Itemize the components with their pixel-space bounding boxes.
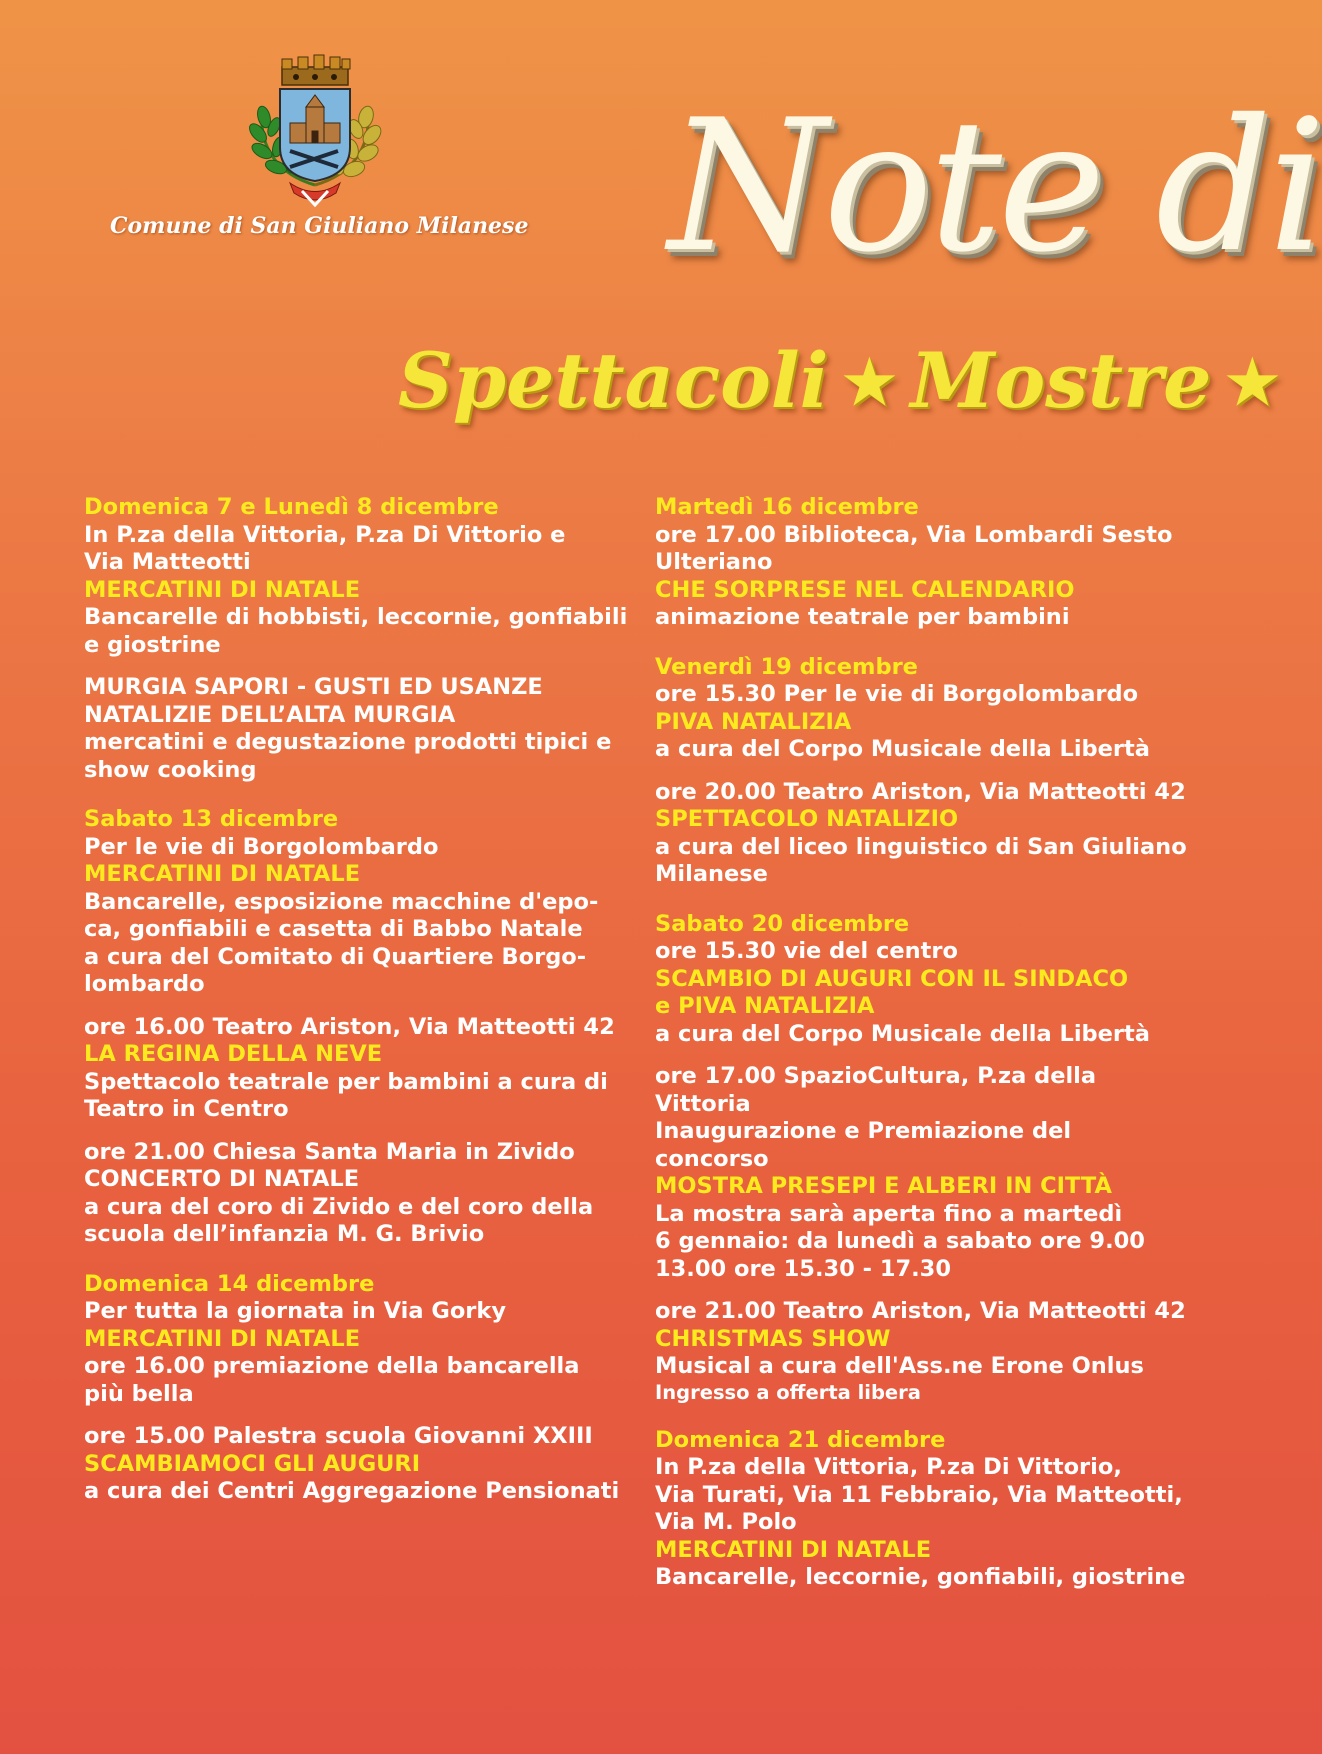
event-place: Per le vie di Borgolombardo: [84, 833, 439, 860]
event-title: SCAMBIAMOCI GLI AUGURI: [84, 1450, 421, 1477]
event-title: NATALIZIE DELL’ALTA MURGIA: [84, 701, 456, 728]
crown-icon: [282, 55, 350, 85]
municipality-logo: [110, 55, 529, 245]
event-dec-21: [655, 1427, 1245, 1592]
event-description: animazione teatrale per bambini: [655, 604, 1070, 630]
event-description: e giostrine: [84, 631, 221, 658]
event-regina-della-neve: [84, 1014, 644, 1124]
event-time: ore 16.00 Teatro Ariston, Via Matteotti 42: [84, 1013, 615, 1040]
event-scambiamoci-gli-auguri: [84, 1423, 644, 1506]
event-dec-7: [84, 494, 644, 659]
event-spettacolo-natalizio: [655, 779, 1245, 889]
event-date: Sabato 20 dicembre: [655, 910, 910, 937]
event-date: Domenica 14 dicembre: [84, 1270, 375, 1297]
subtitle-spettacoli: Spettacoli: [398, 336, 829, 425]
event-place: Via Turati, Via 11 Febbraio, Via Matteotti,: [655, 1481, 1183, 1508]
event-info: La mostra sarà aperta fino a martedì: [655, 1200, 1123, 1227]
event-dec-19: [655, 654, 1245, 764]
event-date: Domenica 7 e Lunedì 8 dicembre: [84, 494, 499, 520]
event-date: Sabato 13 dicembre: [84, 806, 339, 832]
event-place: Via M. Polo: [655, 1509, 797, 1535]
event-description: mercatini e degustazione prodotti tipici e: [84, 729, 612, 755]
event-description: Musical a cura dell'Ass.ne Erone Onlus: [655, 1353, 1144, 1379]
event-description: Bancarelle di hobbisti, leccornie, gonfiabili: [84, 604, 628, 630]
event-title: MERCATINI DI NATALE: [84, 861, 361, 887]
event-info: 13.00 ore 15.30 - 17.30: [655, 1255, 951, 1282]
event-christmas-show: [655, 1298, 1245, 1405]
event-concerto-di-natale: [84, 1139, 644, 1249]
event-title: SPETTACOLO NATALIZIO: [655, 806, 959, 832]
event-description: a cura del Corpo Musicale della Libertà: [655, 736, 1150, 762]
event-description: concorso: [655, 1145, 769, 1172]
municipality-name: Comune di San Giuliano Milanese: [110, 213, 529, 239]
star-icon: ★: [1225, 348, 1280, 418]
event-time: ore 21.00 Chiesa Santa Maria in Zivido: [84, 1138, 575, 1165]
event-description: scuola dell’infanzia M. G. Brivio: [84, 1221, 485, 1247]
event-info: 6 gennaio: da lunedì a sabato ore 9.00: [655, 1228, 1145, 1254]
event-title: CHRISTMAS SHOW: [655, 1325, 891, 1352]
event-title: CONCERTO DI NATALE: [84, 1166, 360, 1192]
event-note: Ingresso a offerta libera: [655, 1380, 921, 1404]
event-title: PIVA NATALIZIA: [655, 708, 852, 735]
event-time: ore 17.00 Biblioteca, Via Lombardi Sesto: [655, 521, 1173, 548]
event-date: Domenica 21 dicembre: [655, 1426, 946, 1453]
event-place: Per tutta la giornata in Via Gorky: [84, 1298, 507, 1324]
event-description: Inaugurazione e Premiazione del: [655, 1118, 1072, 1144]
event-description: Spettacolo teatrale per bambini a cura di: [84, 1068, 608, 1095]
event-time: ore 15.30 vie del centro: [655, 938, 958, 964]
event-description: a cura del coro di Zivido e del coro della: [84, 1193, 594, 1220]
event-place: In P.za della Vittoria, P.za Di Vittorio e: [84, 521, 566, 548]
event-description: ore 16.00 premiazione della bancarella: [84, 1353, 580, 1379]
star-icon: ★: [842, 348, 897, 418]
subheadline: [398, 336, 1293, 425]
event-date: Martedì 16 dicembre: [655, 494, 919, 520]
event-description: Bancarelle, esposizione macchine d'epo-: [84, 888, 599, 915]
event-description: ca, gonfiabili e casetta di Babbo Natale: [84, 916, 583, 942]
event-title: CHE SORPRESE NEL CALENDARIO: [655, 576, 1075, 603]
event-murgia-sapori: [84, 674, 644, 784]
event-time: ore 15.00 Palestra scuola Giovanni XXIII: [84, 1423, 593, 1449]
event-description: Teatro in Centro: [84, 1096, 289, 1122]
event-time: Ulteriano: [655, 549, 773, 575]
event-dec-16: [655, 494, 1245, 632]
event-description: Milanese: [655, 861, 768, 887]
event-description: show cooking: [84, 756, 257, 783]
event-title: MERCATINI DI NATALE: [655, 1536, 932, 1563]
event-description: a cura del Comitato di Quartiere Borgo-: [84, 943, 587, 970]
event-description: a cura dei Centri Aggregazione Pensionati: [84, 1478, 620, 1504]
subtitle-mostre: Mostre: [910, 336, 1212, 425]
event-title: MURGIA SAPORI - GUSTI ED USANZE: [84, 674, 543, 700]
event-dec-14: [84, 1271, 644, 1409]
event-description: a cura del liceo linguistico di San Giuliano: [655, 833, 1187, 860]
event-description: più bella: [84, 1380, 194, 1407]
event-title: MERCATINI DI NATALE: [84, 576, 361, 603]
event-title: e PIVA NATALIZIA: [655, 993, 875, 1019]
event-title: LA REGINA DELLA NEVE: [84, 1041, 383, 1067]
event-title: MERCATINI DI NATALE: [84, 1325, 361, 1352]
event-dec-20: [655, 911, 1245, 1049]
event-time: ore 21.00 Teatro Ariston, Via Matteotti 42: [655, 1298, 1186, 1324]
program-left-column: [84, 494, 644, 1506]
event-place: In P.za della Vittoria, P.za Di Vittorio,: [655, 1454, 1122, 1480]
event-title: SCAMBIO DI AUGURI CON IL SINDACO: [655, 965, 1129, 992]
event-dec-13: [84, 806, 644, 999]
program-right-column: [655, 494, 1245, 1592]
event-description: lombardo: [84, 971, 205, 997]
event-time: Vittoria: [655, 1090, 751, 1117]
headline-title: Note di: [668, 80, 1322, 292]
event-date: Venerdì 19 dicembre: [655, 653, 918, 680]
event-description: a cura del Corpo Musicale della Libertà: [655, 1020, 1150, 1047]
event-time: ore 15.30 Per le vie di Borgolombardo: [655, 681, 1139, 707]
event-mostra-presepi: [655, 1063, 1245, 1283]
event-place: Via Matteotti: [84, 549, 251, 575]
event-time: ore 20.00 Teatro Ariston, Via Matteotti 42: [655, 778, 1186, 805]
event-title: MOSTRA PRESEPI E ALBERI IN CITTÀ: [655, 1173, 1112, 1199]
coat-of-arms-icon: [220, 55, 410, 215]
event-description: Bancarelle, leccornie, gonfiabili, giostrine: [655, 1564, 1186, 1590]
event-time: ore 17.00 SpazioCultura, P.za della: [655, 1063, 1097, 1089]
